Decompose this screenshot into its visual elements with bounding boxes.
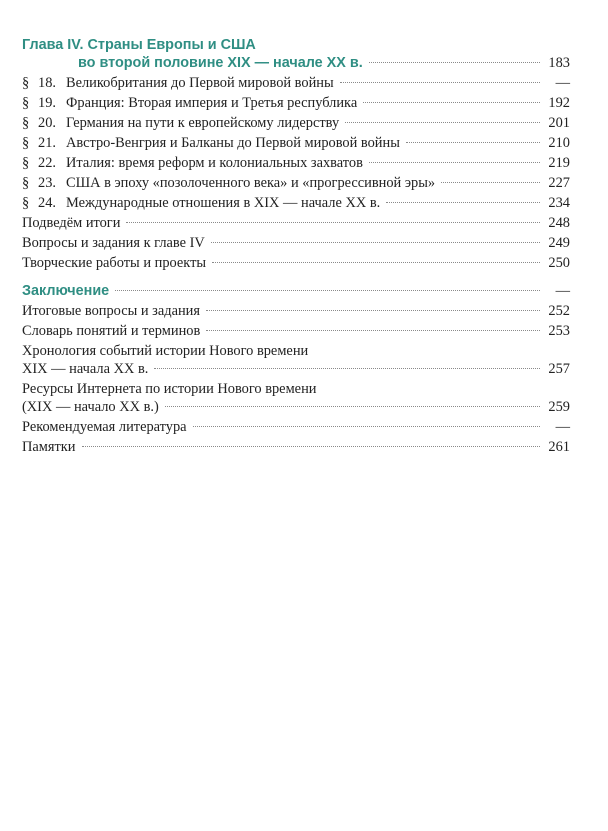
page-number: 219 bbox=[548, 155, 570, 171]
section-number: 22. bbox=[38, 155, 56, 171]
page-number: 257 bbox=[548, 361, 570, 377]
dot-leader bbox=[115, 290, 540, 291]
dot-leader bbox=[211, 242, 540, 243]
page-number: 227 bbox=[548, 175, 570, 191]
section-sign: § bbox=[22, 195, 30, 211]
section-number: 18. bbox=[38, 75, 56, 91]
entry-title: Творческие работы и проекты bbox=[22, 255, 207, 271]
dot-leader bbox=[369, 162, 540, 163]
entry-title: Великобритания до Первой мировой войны bbox=[66, 75, 334, 91]
section-number: 19. bbox=[38, 95, 56, 111]
section-number: 20. bbox=[38, 115, 56, 131]
page-number: 249 bbox=[548, 235, 570, 251]
dot-leader bbox=[386, 202, 540, 203]
dot-leader bbox=[441, 182, 540, 183]
page-number: 261 bbox=[548, 439, 570, 455]
toc-entry-section-20[interactable] bbox=[22, 114, 570, 132]
dot-leader bbox=[206, 310, 540, 311]
toc-entry-section-22[interactable] bbox=[22, 154, 570, 172]
section-number: 23. bbox=[38, 175, 56, 191]
dot-leader bbox=[165, 406, 540, 407]
dot-leader bbox=[212, 262, 540, 263]
entry-title: Рекомендуемая литература bbox=[22, 419, 187, 435]
section-sign: § bbox=[22, 75, 30, 91]
toc-entry-section-19[interactable] bbox=[22, 94, 570, 112]
entry-title: Памятки bbox=[22, 439, 76, 455]
page-number: 259 bbox=[548, 399, 570, 415]
spacer bbox=[22, 272, 570, 282]
toc-entry-summary[interactable] bbox=[22, 214, 570, 232]
toc-entry-section-23[interactable] bbox=[22, 174, 570, 192]
section-number: 21. bbox=[38, 135, 56, 151]
entry-title: Подведём итоги bbox=[22, 215, 121, 231]
toc-entry-memos[interactable] bbox=[22, 438, 570, 456]
section-number: 24. bbox=[38, 195, 56, 211]
dot-leader bbox=[126, 222, 540, 223]
dot-leader bbox=[340, 82, 540, 83]
toc-entry-chronology[interactable] bbox=[22, 360, 570, 378]
page-number: 234 bbox=[548, 195, 570, 211]
entry-title: Франция: Вторая империя и Третья республика bbox=[66, 95, 358, 111]
toc-entry-questions[interactable] bbox=[22, 234, 570, 252]
resources-title-line1: Ресурсы Интернета по истории Нового времени bbox=[22, 381, 317, 397]
toc-entry-projects[interactable] bbox=[22, 254, 570, 272]
table-of-contents bbox=[22, 37, 570, 456]
page-number: 192 bbox=[548, 95, 570, 111]
toc-entry-resources[interactable] bbox=[22, 398, 570, 416]
section-sign: § bbox=[22, 155, 30, 171]
dot-leader bbox=[154, 368, 540, 369]
page-number: — bbox=[555, 283, 570, 299]
page-number: 210 bbox=[548, 135, 570, 151]
entry-title: Вопросы и задания к главе IV bbox=[22, 235, 205, 251]
section-sign: § bbox=[22, 115, 30, 131]
toc-entry-section-18[interactable] bbox=[22, 74, 570, 92]
dot-leader bbox=[363, 102, 540, 103]
entry-title: США в эпоху «позолоченного века» и «прогрессивной эры» bbox=[66, 175, 436, 191]
entry-title: Словарь понятий и терминов bbox=[22, 323, 201, 339]
dot-leader bbox=[82, 446, 541, 447]
entry-title: Австро-Венгрия и Балканы до Первой мировой войны bbox=[66, 135, 400, 151]
entry-title: (XIX — начало XX в.) bbox=[22, 399, 159, 415]
entry-title: Германия на пути к европейскому лидерству bbox=[66, 115, 340, 131]
toc-entry-final-questions[interactable] bbox=[22, 302, 570, 320]
chapter-heading: Глава IV. Страны Европы и США bbox=[22, 37, 256, 53]
chronology-title-line1: Хронология событий истории Нового времени bbox=[22, 343, 309, 359]
dot-leader bbox=[345, 122, 540, 123]
toc-entry-section-21[interactable] bbox=[22, 134, 570, 152]
toc-entry-literature[interactable] bbox=[22, 418, 570, 436]
dot-leader bbox=[193, 426, 540, 427]
page-number: 253 bbox=[548, 323, 570, 339]
dot-leader bbox=[206, 330, 540, 331]
page-number: 248 bbox=[548, 215, 570, 231]
page-number: 183 bbox=[548, 55, 570, 71]
toc-entry-glossary[interactable] bbox=[22, 322, 570, 340]
section-sign: § bbox=[22, 175, 30, 191]
entry-title: Международные отношения в XIX — начале XX в. bbox=[66, 195, 381, 211]
entry-title: Италия: время реформ и колониальных захватов bbox=[66, 155, 363, 171]
chapter-heading-line2 bbox=[22, 54, 570, 72]
page-number: — bbox=[555, 75, 570, 91]
page-number: 250 bbox=[548, 255, 570, 271]
section-sign: § bbox=[22, 95, 30, 111]
dot-leader bbox=[369, 62, 540, 63]
section-sign: § bbox=[22, 135, 30, 151]
dot-leader bbox=[406, 142, 540, 143]
page-number: 252 bbox=[548, 303, 570, 319]
page-number: — bbox=[555, 419, 570, 435]
conclusion-heading: Заключение bbox=[22, 283, 110, 299]
toc-entry-section-24[interactable] bbox=[22, 194, 570, 212]
page-number: 201 bbox=[548, 115, 570, 131]
chapter-subtitle: во второй половине XIX — начале XX в. bbox=[78, 55, 363, 71]
entry-title: XIX — начала XX в. bbox=[22, 361, 149, 377]
toc-entry-conclusion[interactable] bbox=[22, 282, 570, 300]
entry-title: Итоговые вопросы и задания bbox=[22, 303, 200, 319]
